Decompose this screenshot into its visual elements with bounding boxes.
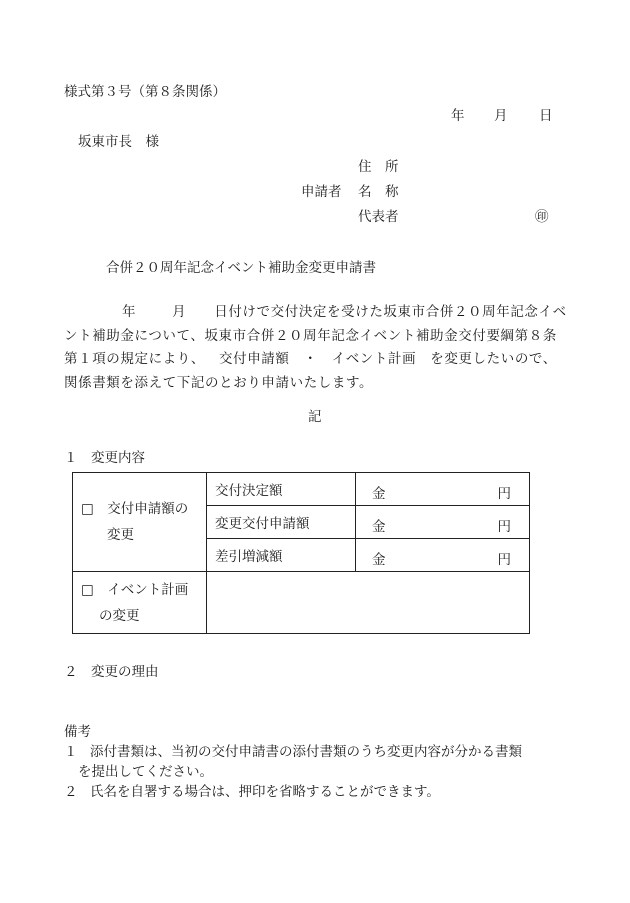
note-number: １: [64, 744, 78, 760]
notes-block: [64, 722, 522, 802]
category-event-line2: の変更: [99, 607, 140, 624]
amount-cell: [356, 539, 530, 572]
ki-heading: 記: [308, 409, 322, 425]
yen-label: 円: [497, 519, 511, 535]
notes-heading: 備考: [64, 724, 91, 740]
section-change-reason: ２ 変更の理由: [64, 664, 159, 680]
note-item: [64, 742, 522, 762]
address-label: 住 所: [358, 159, 399, 175]
kin-label: 金: [372, 519, 386, 535]
category-amount-line2: 変更: [107, 527, 134, 543]
event-plan-blank-cell: [207, 572, 530, 634]
row-label: 交付決定額: [207, 473, 356, 506]
option-dot: ・: [303, 351, 318, 367]
row-label: 差引増減額: [207, 539, 356, 572]
representative-label: 代表者: [358, 209, 399, 225]
body-year: 年: [122, 304, 137, 320]
amount-cell: [356, 506, 530, 539]
category-event-plan-change: [73, 572, 207, 634]
category-amount-change: [73, 473, 207, 572]
body-paragraph: [64, 301, 570, 395]
category-amount-line1: □ 交付申請額の: [81, 501, 189, 517]
note-text: 氏名を自署する場合は、押印を省略することができます。: [90, 784, 440, 800]
note-continuation: を提出してください。: [78, 764, 213, 780]
section-change-content: １ 変更内容: [64, 450, 145, 466]
category-event-line1: □ イベント計画: [81, 581, 189, 598]
body-text-2: を変更したいので、関係書類を添えて下記のとおり申請いたします。: [64, 351, 557, 391]
applicant-role: 申請者: [301, 184, 342, 200]
body-text-1: 日付けで交付決定を受けた坂東市合併２０周年記念イベント補助金について、坂東市合併２０周年記念イベント補助金交付要綱第８条第１項の規定により、: [64, 304, 567, 367]
kin-label: 金: [372, 552, 386, 568]
seal-mark: ㊞: [535, 209, 549, 225]
amount-cell: [356, 473, 530, 506]
option-amount: 交付申請額: [219, 351, 290, 367]
document-title: 合併２０周年記念イベント補助金変更申請書: [106, 260, 376, 276]
date-year: 年: [451, 108, 465, 124]
date-month: 月: [494, 108, 508, 124]
option-event-plan: イベント計画: [331, 351, 417, 367]
yen-label: 円: [497, 486, 511, 502]
note-item: [64, 782, 522, 802]
kin-label: 金: [372, 486, 386, 502]
body-month: 月: [172, 304, 187, 320]
form-number: 様式第３号（第８条関係）: [64, 84, 226, 100]
date-day: 日: [539, 108, 553, 124]
change-table: [72, 472, 530, 634]
addressee: 坂東市長 様: [78, 134, 159, 150]
name-label: 名 称: [358, 184, 399, 200]
row-label: 変更交付申請額: [207, 506, 356, 539]
yen-label: 円: [497, 552, 511, 568]
note-number: ２: [64, 784, 78, 800]
note-text: 添付書類は、当初の交付申請書の添付書類のうち変更内容が分かる書類: [90, 744, 522, 760]
